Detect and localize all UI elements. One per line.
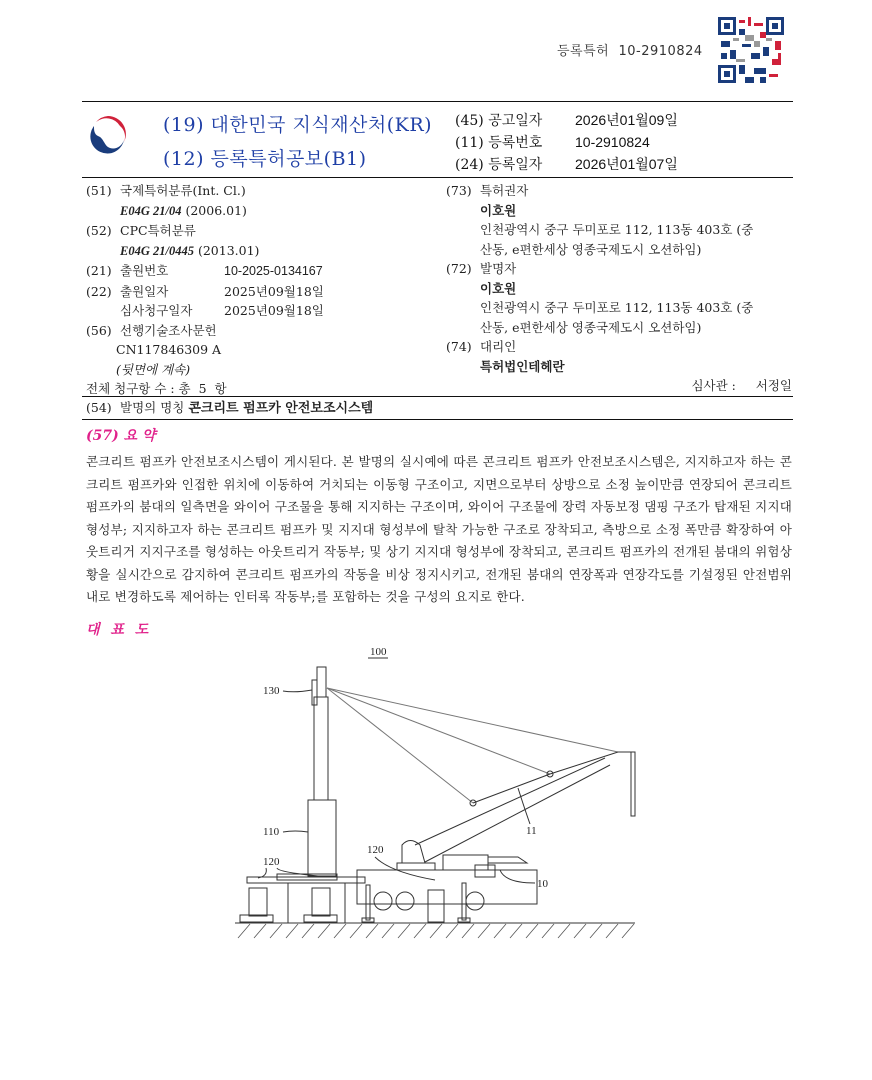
- title-rule-top: [82, 396, 793, 397]
- examination-request-date: 심사청구일자 2025년09월18일: [120, 303, 324, 318]
- svg-text:110: 110: [263, 826, 280, 838]
- continued-note: (뒷면에 계속): [116, 361, 191, 377]
- inventor-address: 인천광역시 중구 두미포로 112, 113동 403호 (중 산동, e편한세상 영종국제도시 오션하임): [480, 300, 754, 335]
- office-title: (19) 대한민국 지식재산처(KR): [163, 114, 433, 136]
- patentee-address: 인천광역시 중구 두미포로 112, 113동 403호 (중 산동, e편한세상 영종국제도시 오션하임): [480, 222, 754, 257]
- cpc-heading: (52) CPC특허분류: [86, 223, 196, 238]
- patentee-heading: (73) 특허권자: [446, 183, 529, 198]
- svg-text:120: 120: [367, 844, 384, 856]
- representative-drawing-heading: 대 표 도: [86, 622, 152, 638]
- title-rule-bottom: [82, 419, 793, 420]
- svg-text:10: 10: [537, 878, 548, 890]
- key-date-label: 등록일자: [488, 157, 543, 173]
- application-date: (22) 출원일자 2025년09월18일: [86, 283, 324, 299]
- inventor-name: 이호원: [480, 280, 517, 296]
- abstract-text: 콘크리트 펌프카 안전보조시스템이 게시된다. 본 발명의 실시예에 따른 콘크리트 펌프카 안전보조시스템은, 지지하고자 하는 콘크리트 펌프카와 인접한 위치에 이동하여 거치되는 이동형 구조이고, 지면으로부터 상방으로 소정 높이만큼 연장되어 콘크리트 펌프카의 붐대의 일측면을 와이어 구조물을 통해 지지하는 구조이며, 와이어 구조물에 장력 자동보정 댐핑 구조가 탑재된 지지대 형성부; 지지하고자 하는 콘크리트 펌프카 및 지지대 형성부에 탈착 가능한 구조로 장착되고, 측방으로 소정 폭만큼 확장하여 아웃트리거 지지구조를 형성하는 아웃트리거 작동부; 및 상기 지지대 형성부에 장착되고, 콘크리트 펌프카의 전개된 붐대의 위험상황을 실시간으로 감지하여 콘크리트 펌프카의 작동을 비상 정지시키고, 전개된 붐대의 연장폭과 연장각도를 기설정된 안전범위 내로 변경하도록 제어하는 인터록 작동부;를 포함하는 것을 구성의 요지로 한다.: [86, 454, 792, 604]
- ipc-heading: (51) 국제특허분류(Int. Cl.): [86, 183, 246, 198]
- agent-heading: (74) 대리인: [446, 339, 517, 354]
- registration-number-value: 10-2910824: [575, 134, 650, 150]
- prior-art-document: CN117846309 A: [116, 342, 222, 357]
- examiner: 심사관 : 서정일: [691, 378, 792, 393]
- key-date-row: (24) 등록일자 2026년01월07일: [455, 156, 678, 173]
- qr-code-icon: [718, 17, 784, 83]
- registration-date: 2026년01월07일: [575, 156, 678, 172]
- invention-title: 콘크리트 펌프카 안전보조시스템: [188, 401, 374, 416]
- korea-government-taegeuk-logo-icon: [86, 112, 130, 156]
- key-date-label: 등록번호: [488, 135, 543, 151]
- application-number: (21) 출원번호 10-2025-0134167: [86, 263, 323, 278]
- registration-number-header: [557, 40, 703, 59]
- registration-label: 등록특허: [557, 44, 610, 59]
- svg-text:11: 11: [526, 825, 537, 837]
- invention-title-row: (54) 발명의 명칭 콘크리트 펌프카 안전보조시스템: [86, 400, 374, 416]
- ipc-class: E04G 21/04 (2006.01): [120, 202, 247, 218]
- key-date-row: (11) 등록번호 10-2910824: [455, 134, 650, 151]
- bibliography-left: [86, 181, 436, 399]
- publication-date: 2026년01월09일: [575, 112, 678, 128]
- label-100: 100: [370, 646, 387, 658]
- agent-name: 특허법인테헤란: [480, 358, 565, 374]
- bibliography-right: [446, 181, 792, 396]
- registration-number: 10-2910824: [618, 44, 703, 59]
- header-rule-bottom: [82, 177, 793, 178]
- total-claims: 전체 청구항 수 : 총 5 항: [86, 381, 227, 396]
- svg-text:130: 130: [263, 685, 280, 697]
- key-date-row: (45) 공고일자 2026년01월09일: [455, 112, 678, 129]
- inventor-heading: (72) 발명자: [446, 261, 517, 276]
- representative-drawing-figure: [230, 640, 650, 950]
- key-date-label: 공고일자: [488, 113, 543, 129]
- patentee-name: 이호원: [480, 202, 517, 218]
- cpc-class: E04G 21/0445 (2013.01): [120, 242, 260, 258]
- svg-text:120: 120: [263, 856, 280, 868]
- prior-art-heading: (56) 선행기술조사문헌: [86, 322, 217, 338]
- header-rule-top: [82, 101, 793, 102]
- abstract-heading: (57) 요 약: [86, 428, 156, 444]
- publication-type-title: (12) 등록특허공보(B1): [163, 148, 367, 170]
